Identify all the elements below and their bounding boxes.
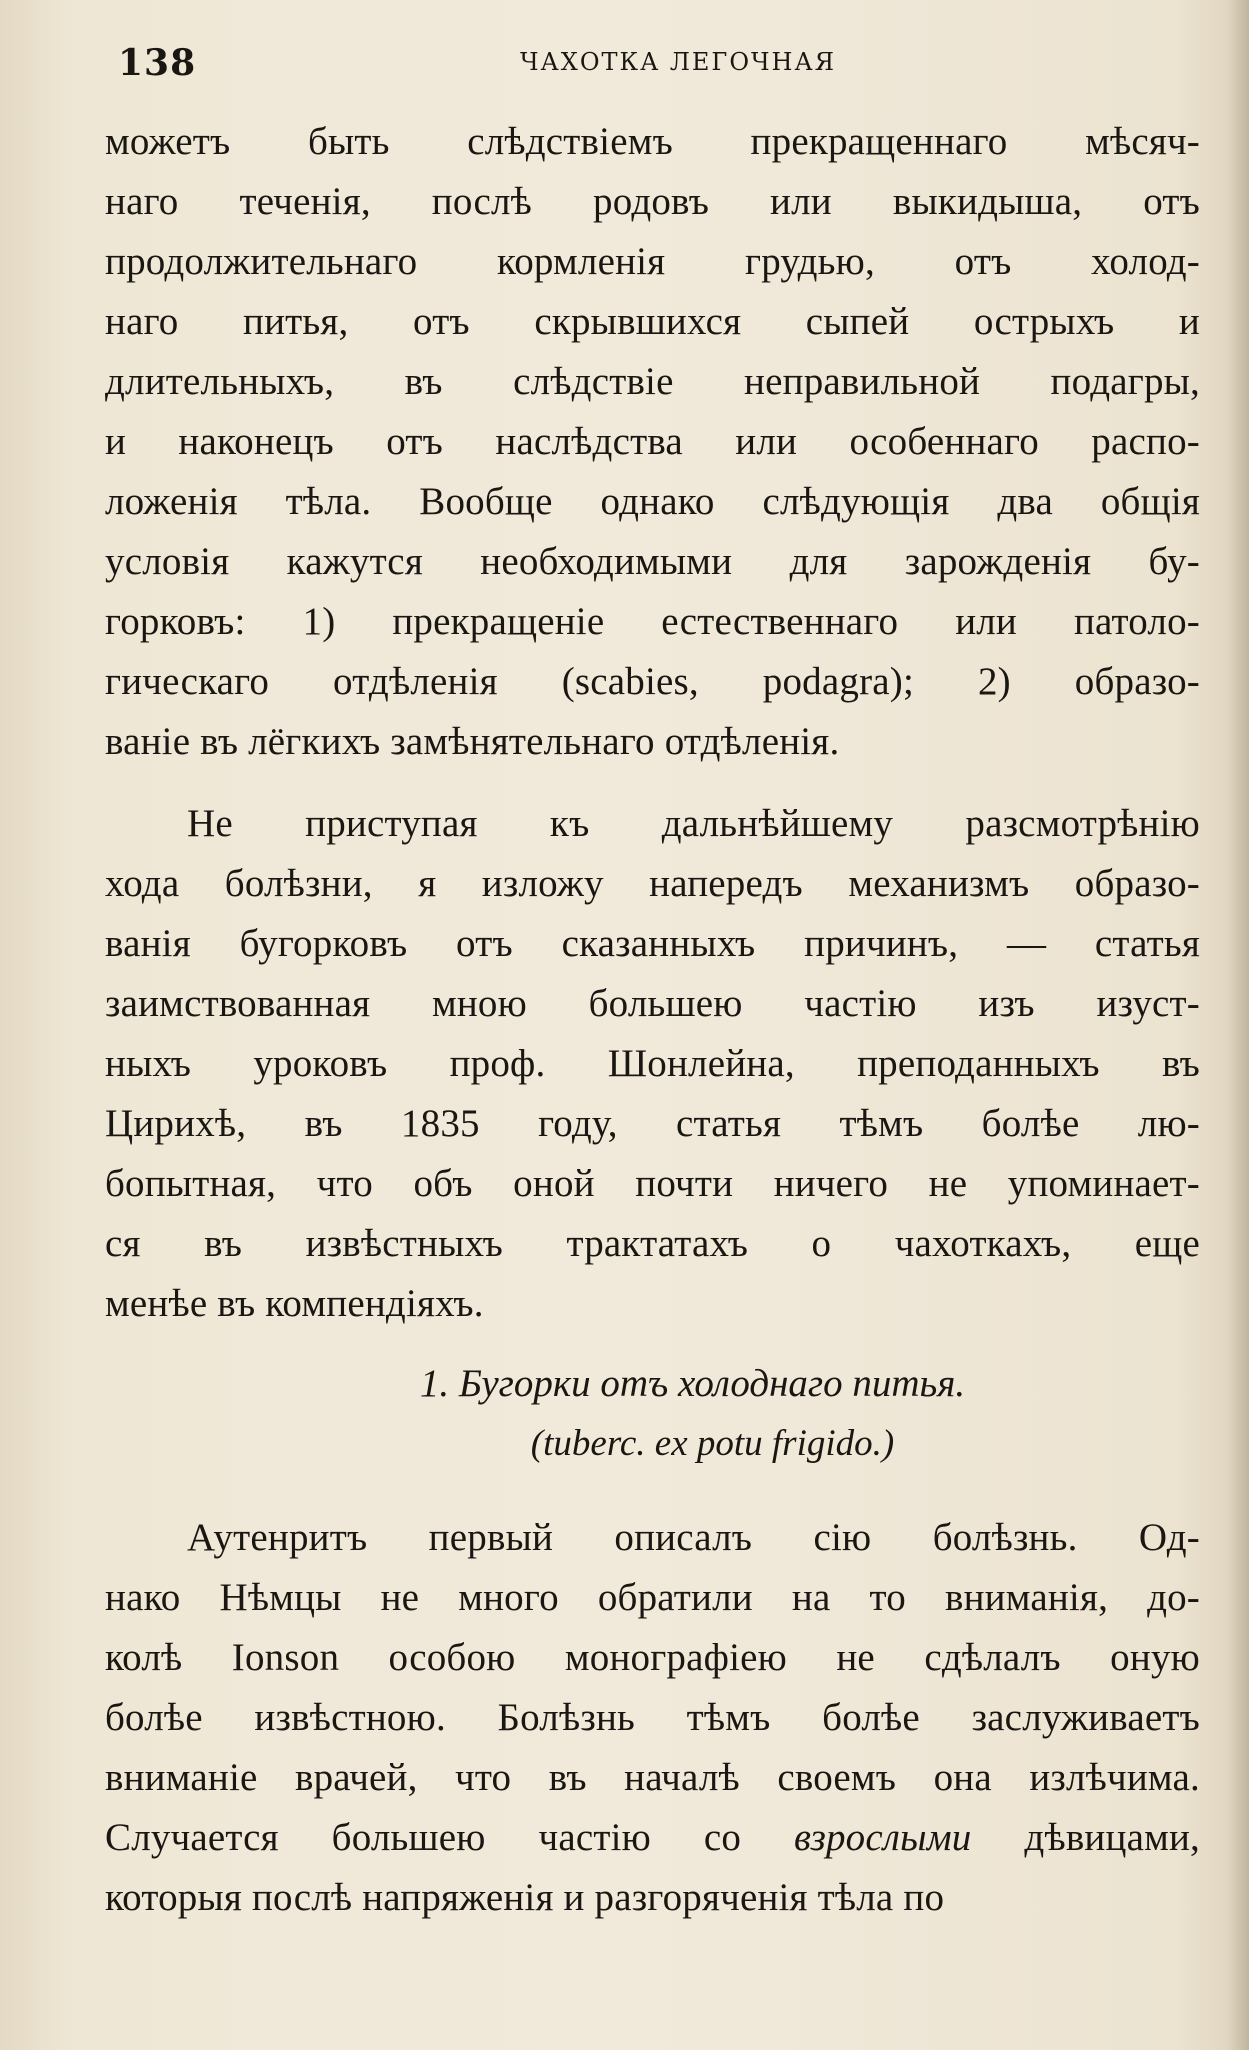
text-line: ся въ извѣстныхъ трактатахъ о чахоткахъ, еще	[105, 1222, 1200, 1265]
text-line: ванія бугорковъ отъ сказанныхъ причинъ, — статья	[105, 922, 1200, 965]
running-head	[100, 42, 1200, 92]
text-line: бопытная, что объ оной почти ничего не упоминает-	[105, 1162, 1200, 1205]
text-line: заимствованная мною большею частію изъ изуст-	[105, 982, 1200, 1025]
text-line: продолжительнаго кормленія грудью, отъ холод-	[105, 240, 1200, 283]
section-title: 1. Бугорки отъ холоднаго питья.	[419, 1362, 966, 1405]
text-line: наго питья, отъ скрывшихся сыпей острыхъ и	[105, 300, 1200, 343]
text-line: Аутенритъ первый описалъ сію болѣзнь. Од-	[187, 1516, 1200, 1559]
text-line: менѣе въ компендіяхъ.	[105, 1282, 484, 1325]
text-line: гическаго отдѣленія (scabies, podagra); 2) образо-	[105, 660, 1200, 703]
text-line: наго теченія, послѣ родовъ или выкидыша, отъ	[105, 180, 1200, 223]
paragraph-3	[105, 1508, 1200, 1928]
text-run: дѣвицами,	[971, 1816, 1200, 1859]
text-line: ложенія тѣла. Вообще однако слѣдующія два общія	[105, 480, 1200, 523]
body-text	[105, 112, 1200, 1928]
text-line: нако Нѣмцы не много обратили на то вниманія, до-	[105, 1576, 1200, 1619]
text-line: условія кажутся необходимыми для зарожденія бу-	[105, 540, 1200, 583]
italic-word: взрослыми	[793, 1816, 972, 1859]
section-spacer	[105, 1334, 1200, 1354]
text-line: ныхъ уроковъ проф. Шонлейна, преподанныхъ въ	[105, 1042, 1200, 1085]
paragraph-1	[105, 112, 1200, 772]
section-spacer	[105, 1474, 1200, 1508]
text-line: Цирихѣ, въ 1835 году, статья тѣмъ болѣе лю-	[105, 1102, 1200, 1145]
text-line: вниманіе врачей, что въ началѣ своемъ она излѣчима.	[105, 1756, 1200, 1799]
page-edge-shadow	[1227, 0, 1249, 2050]
text-run: Случается большею частію со	[105, 1816, 794, 1859]
text-line: горковъ: 1) прекращеніе естественнаго или патоло-	[105, 600, 1200, 643]
text-line: ваніе въ лёгкихъ замѣнятельнаго отдѣленія.	[105, 720, 840, 763]
text-line-mixed	[105, 1808, 1200, 1868]
running-title: ЧАХОТКА ЛЕГОЧНАЯ	[520, 48, 837, 76]
text-line: Не приступая къ дальнѣйшему разсмотрѣнію	[187, 802, 1200, 845]
text-line: болѣе извѣстною. Болѣзнь тѣмъ болѣе заслуживаетъ	[105, 1696, 1200, 1739]
page-number: 138	[118, 42, 197, 84]
section-heading	[105, 1354, 1200, 1474]
text-line: можетъ быть слѣдствіемъ прекращеннаго мѣсяч-	[105, 120, 1200, 163]
text-line: хода болѣзни, я изложу напередъ механизмъ образо-	[105, 862, 1200, 905]
text-line: и наконецъ отъ наслѣдства или особеннаго распо-	[105, 420, 1200, 463]
text-line: которыя послѣ напряженія и разгоряченія тѣла по	[105, 1876, 945, 1919]
text-line: колѣ Ionson особою монографіею не сдѣлалъ оную	[105, 1636, 1200, 1679]
text-line: длительныхъ, въ слѣдствіе неправильной подагры,	[105, 360, 1200, 403]
paragraph-2	[105, 794, 1200, 1334]
paragraph-spacer	[105, 772, 1200, 794]
section-subtitle: (tuberc. ex potu frigido.)	[530, 1423, 895, 1464]
